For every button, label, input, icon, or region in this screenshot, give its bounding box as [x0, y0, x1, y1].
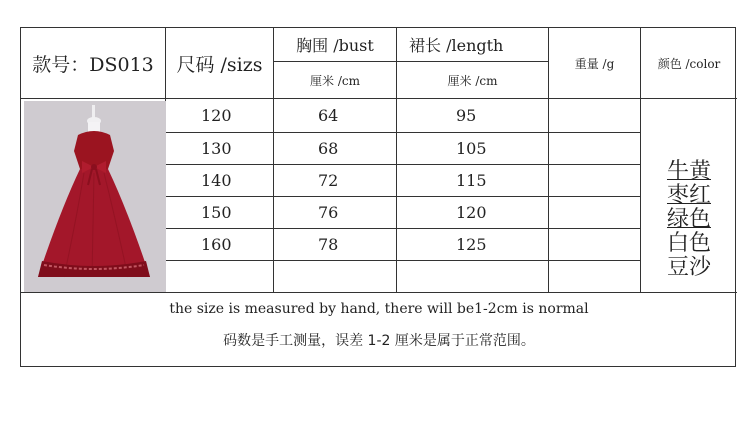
size-chart [20, 27, 736, 367]
bust-unit: 厘米 /cm [310, 73, 360, 88]
color-header: 颜色 /color [657, 56, 721, 71]
bust-cell: 64 [318, 106, 339, 125]
bust-cell: 72 [318, 171, 339, 190]
product-image [24, 101, 166, 292]
dress-illustration [24, 101, 166, 292]
length-cell: 120 [456, 203, 487, 222]
bust-cell: 78 [318, 235, 339, 254]
color-option: 豆沙 [666, 255, 711, 280]
model-number: 款号：DS013 [32, 53, 154, 76]
size-cell: 120 [201, 106, 232, 125]
size-cell: 160 [201, 235, 232, 254]
length-cell: 115 [456, 171, 487, 190]
note-chinese: 码数是手工测量，误差 1-2 厘米是属于正常范围。 [223, 333, 535, 349]
bust-header: 胸围 /bust [296, 36, 374, 55]
note-english: the size is measured by hand, there will be1-2cm is normal [169, 301, 589, 317]
size-header: 尺码 /sizs [176, 53, 263, 76]
length-header: 裙长 /length [409, 36, 504, 55]
color-option: 枣红 [666, 183, 711, 208]
color-option: 牛黄 [666, 159, 711, 184]
length-cell: 125 [456, 235, 487, 254]
divider [21, 292, 737, 293]
bust-cell: 76 [318, 203, 339, 222]
length-cell: 105 [456, 139, 487, 158]
divider [165, 260, 640, 261]
weight-header: 重量 /g [574, 56, 615, 71]
length-unit: 厘米 /cm [447, 73, 498, 88]
color-option: 绿色 [666, 207, 711, 232]
size-cell: 140 [201, 171, 232, 190]
bust-cell: 68 [318, 139, 339, 158]
color-option: 白色 [666, 231, 711, 256]
size-cell: 130 [201, 139, 232, 158]
size-cell: 150 [201, 203, 232, 222]
length-cell: 95 [456, 106, 477, 125]
color-list [641, 148, 737, 292]
